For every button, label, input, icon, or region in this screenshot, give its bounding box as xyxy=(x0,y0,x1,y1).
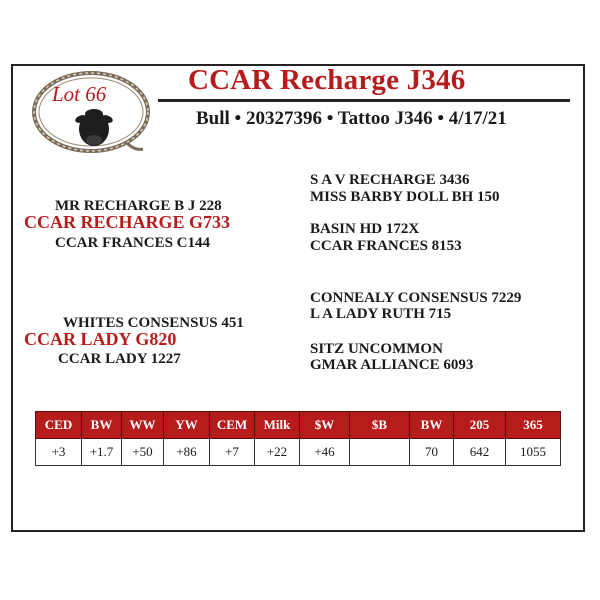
pedigree-sire-dam-dam: CCAR FRANCES 8153 xyxy=(310,238,462,254)
epd-header-actual-bw: BW xyxy=(410,412,454,439)
epd-header-205: 205 xyxy=(454,412,506,439)
epd-value-dollar-w: +46 xyxy=(300,439,350,466)
animal-name-title: CCAR Recharge J346 xyxy=(188,64,466,96)
epd-value-actual-bw: 70 xyxy=(410,439,454,466)
animal-registration-line: Bull • 20327396 • Tattoo J346 • 4/17/21 xyxy=(196,108,507,129)
lot-number: Lot 66 xyxy=(52,82,107,106)
epd-header-365: 365 xyxy=(506,412,561,439)
pedigree-dam-sire: WHITES CONSENSUS 451 xyxy=(63,315,244,331)
epd-header-milk: Milk xyxy=(255,412,300,439)
pedigree-sire-sire-sire: S A V RECHARGE 3436 xyxy=(310,172,470,188)
pedigree-dam-sire-dam: L A LADY RUTH 715 xyxy=(310,306,452,322)
epd-table xyxy=(35,411,561,466)
epd-header-row xyxy=(36,412,561,439)
epd-header-ced: CED xyxy=(36,412,82,439)
pedigree-sire-dam: CCAR FRANCES C144 xyxy=(55,235,211,251)
epd-value-dollar-b xyxy=(350,439,410,466)
epd-header-dollar-w: $W xyxy=(300,412,350,439)
pedigree-sire-sire: MR RECHARGE B J 228 xyxy=(55,198,222,214)
epd-value-ww: +50 xyxy=(122,439,164,466)
pedigree-dam-dam-sire: SITZ UNCOMMON xyxy=(310,341,443,357)
pedigree-sire: CCAR RECHARGE G733 xyxy=(24,212,231,232)
pedigree-dam-dam-dam: GMAR ALLIANCE 6093 xyxy=(310,357,474,373)
epd-value-bw: +1.7 xyxy=(82,439,122,466)
epd-header-bw: BW xyxy=(82,412,122,439)
epd-value-ced: +3 xyxy=(36,439,82,466)
epd-header-cem: CEM xyxy=(210,412,255,439)
pedigree-sire-sire-dam: MISS BARBY DOLL BH 150 xyxy=(310,189,500,205)
pedigree-sire-dam-sire: BASIN HD 172X xyxy=(310,221,420,237)
epd-value-365: 1055 xyxy=(506,439,561,466)
epd-header-ww: WW xyxy=(122,412,164,439)
pedigree-dam-sire-sire: CONNEALY CONSENSUS 7229 xyxy=(310,290,522,306)
epd-value-205: 642 xyxy=(454,439,506,466)
epd-value-cem: +7 xyxy=(210,439,255,466)
epd-value-row xyxy=(36,439,561,466)
pedigree-dam-dam: CCAR LADY 1227 xyxy=(58,351,181,367)
title-divider xyxy=(158,99,570,102)
epd-header-yw: YW xyxy=(164,412,210,439)
epd-value-yw: +86 xyxy=(164,439,210,466)
epd-value-milk: +22 xyxy=(255,439,300,466)
epd-header-dollar-b: $B xyxy=(350,412,410,439)
pedigree-dam: CCAR LADY G820 xyxy=(24,329,177,349)
